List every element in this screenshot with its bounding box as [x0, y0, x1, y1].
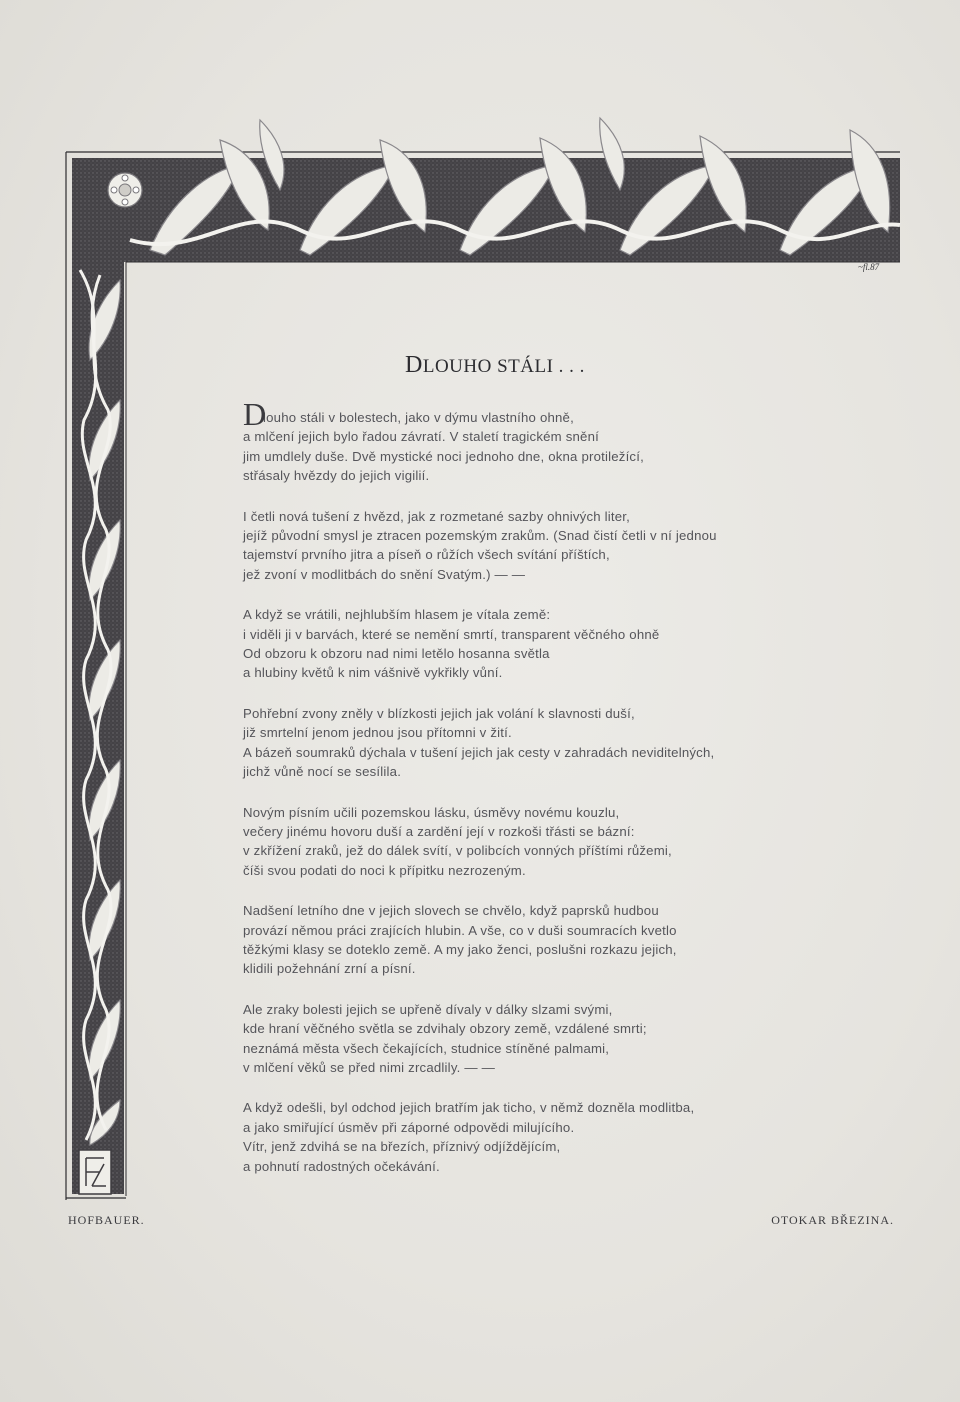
poem-body: [243, 396, 803, 1197]
poem-line: A bázeň soumraků dýchala v tušení jejich jak cesty v zahradách neviditelných,: [243, 744, 715, 760]
poem-title: [405, 352, 725, 379]
poem-line: těžkými klasy se doteklo země. A my jako ženci, poslušni rozkazu jejich,: [243, 941, 677, 957]
poem-line: a jako smiřující úsměv při záporné odpovědi milujícího.: [243, 1119, 575, 1135]
poem-line: Novým písním učili pozemskou lásku, úsměvy novému kouzlu,: [243, 804, 620, 820]
title-initial: D: [405, 352, 423, 378]
poem-line: tajemství prvního jitra a píseň o růžích všech svítání příštích,: [243, 547, 610, 563]
poem-line: [243, 396, 803, 432]
author-signature: OTOKAR BŘEZINA.: [771, 1213, 894, 1227]
poem-line: v mlčení věků se před nimi zrcadlily. — —: [243, 1059, 495, 1075]
poem-line: klidili požehnání zrní a písní.: [243, 961, 416, 977]
stanza: [243, 901, 803, 979]
poem-line: jejíž původní smysl je ztracen pozemským zrakům. (Snad čistí četli v ní jednou: [243, 528, 717, 544]
poem-line: číši svou podati do noci k přípitku nezrozeným.: [243, 862, 526, 878]
first-line-text: louho stáli v bolestech, jako v dýmu vlastního ohně,: [263, 410, 574, 425]
poem-line: kde hraní věčného světla se zdvihaly obzory země, vzdálené smrti;: [243, 1021, 647, 1037]
poem-line: I četli nová tušení z hvězd, jak z rozmetané sazby ohnivých liter,: [243, 508, 631, 524]
poem-line: a hlubiny květů k nim vášnivě vykřikly vůní.: [243, 665, 503, 681]
poem-line: A když odešli, byl odchod jejich bratřím jak ticho, v němž dozněla modlitba,: [243, 1100, 695, 1116]
stanza: [243, 1098, 803, 1176]
poem-line: neznámá města všech čekajících, studnice stíněné palmami,: [243, 1040, 610, 1056]
poem-line: jim umdlely duše. Dvě mystické noci jednoho dne, okna protiležící,: [243, 448, 644, 464]
poem-line: jichž vůně nocí se sesílila.: [243, 764, 402, 780]
poem-line: i viděli ji v barvách, které se nemění smrtí, transparent věčného ohně: [243, 626, 660, 642]
poem-line: večery jinému hovoru duší a zardění její v rozkoši třásti se bázní:: [243, 823, 635, 839]
poem-line: a mlčení jejich bylo řadou závratí. V staletí tragickém snění: [243, 429, 599, 445]
drop-cap: D: [243, 396, 267, 432]
poem-line: Pohřební zvony zněly v blízkosti jejich jak volání k slavnosti duší,: [243, 705, 635, 721]
poem-line: v zkřížení zraků, jež do dálek svítí, v polibcích vonných příštími růžemi,: [243, 843, 672, 859]
artist-mark-icon: ~fl.87: [858, 262, 880, 272]
stanza: [243, 605, 803, 683]
stanza: [243, 396, 803, 486]
stanza: [243, 1000, 803, 1078]
poem-line: Nadšení letního dne v jejich slovech se chvělo, když paprsků hudbou: [243, 903, 659, 919]
poem-line: Ale zraky bolesti jejich se upřeně dívaly v dálky slzami svými,: [243, 1001, 613, 1017]
poem-line: střásaly hvězdy do jejich vigilií.: [243, 468, 430, 484]
poem-line: a pohnutí radostných očekávání.: [243, 1158, 440, 1174]
corner-rosette: [108, 173, 142, 207]
illustrator-signature: HOFBAUER.: [68, 1213, 145, 1227]
poem-line: již smrtelní jenom jednou jsou přítomni v žití.: [243, 725, 512, 741]
poem-line: Od obzoru k obzoru nad nimi letělo hosanna světla: [243, 646, 550, 662]
poem-line: provází němou práci zrajících hlubin. A vše, co v duši soumracích kvetlo: [243, 922, 677, 938]
stanza: [243, 704, 803, 782]
stanza: [243, 507, 803, 585]
title-rest: LOUHO STÁLI . . .: [422, 356, 585, 377]
poem-line: jež zvoní v modlitbách do snění Svatým.) — —: [243, 566, 526, 582]
stanza: [243, 803, 803, 881]
poem-line: A když se vrátili, nejhlubším hlasem je vítala země:: [243, 607, 551, 623]
poem-line: Vítr, jenž zdvihá se na březích, příznivý odjíždějícím,: [243, 1139, 561, 1155]
